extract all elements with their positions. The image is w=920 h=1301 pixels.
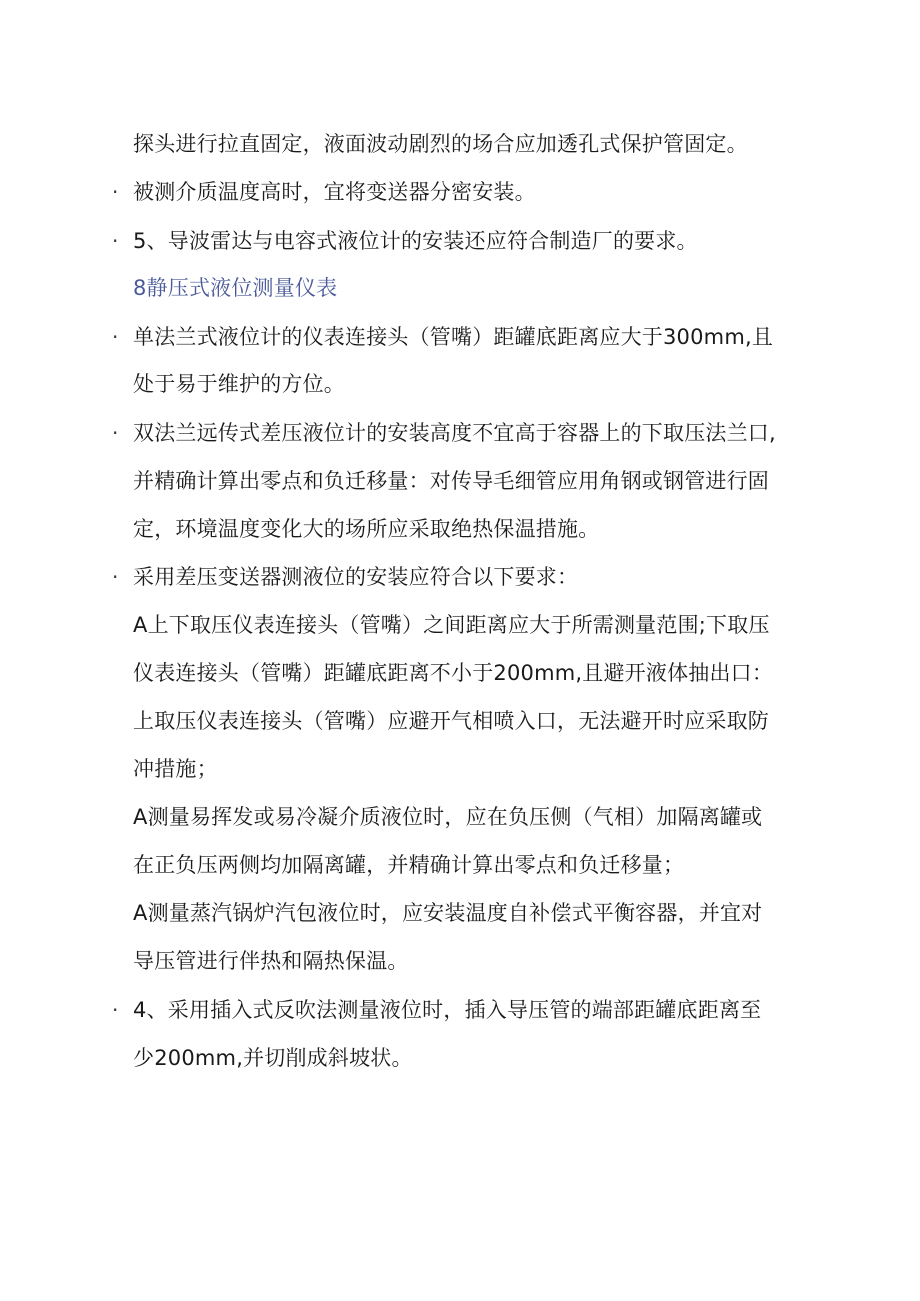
text-line: 定，环境温度变化大的场所应采取绝热保温措施。 xyxy=(133,517,600,541)
text-line: A测量蒸汽锅炉汽包液位时，应安装温度自补偿式平衡容器，并宜对 xyxy=(133,901,763,925)
bullet-marker: · xyxy=(112,421,119,445)
text-line: 冲措施； xyxy=(133,757,218,781)
text-line: A上下取压仪表连接头（管嘴）之间距离应大于所需测量范围;下取压 xyxy=(133,613,770,637)
text-line: 并精确计算出零点和负迁移量：对传导毛细管应用角钢或钢管进行固 xyxy=(133,469,769,493)
text-line: 采用差压变送器测液位的安装应符合以下要求： xyxy=(133,565,579,589)
text-line: 处于易于维护的方位。 xyxy=(133,372,345,396)
text-line: 仪表连接头（管嘴）距罐底距离不小于200mm,且避开液体抽出口： xyxy=(133,661,774,685)
text-line: 少200mm,并切削成斜坡状。 xyxy=(133,1046,413,1070)
text-line: 导压管进行伴热和隔热保温。 xyxy=(133,949,409,973)
bullet-marker: · xyxy=(112,565,119,589)
text-line: 双法兰远传式差压液位计的安装高度不宜高于容器上的下取压法兰口, xyxy=(133,421,776,445)
text-line: 单法兰式液位计的仪表连接头（管嘴）距罐底距离应大于300mm,且 xyxy=(133,325,774,349)
text-line: 上取压仪表连接头（管嘴）应避开气相喷入口，无法避开时应采取防 xyxy=(133,709,769,733)
bullet-marker: · xyxy=(112,229,119,253)
bullet-marker: · xyxy=(112,998,119,1022)
bullet-marker: · xyxy=(112,180,119,204)
section-heading: 8静压式液位测量仪表 xyxy=(133,276,338,300)
text-line: 被测介质温度高时，宜将变送器分密安装。 xyxy=(133,180,536,204)
text-line: 探头进行拉直固定，液面波动剧烈的场合应加透孔式保护管固定。 xyxy=(133,132,748,156)
text-line: 4、采用插入式反吹法测量液位时，插入导压管的端部距罐底距离至 xyxy=(133,998,762,1022)
text-line: 在正负压两侧均加隔离罐，并精确计算出零点和负迁移量； xyxy=(133,853,685,877)
text-line: A测量易挥发或易冷凝介质液位时，应在负压侧（气相）加隔离罐或 xyxy=(133,805,763,829)
bullet-marker: · xyxy=(112,325,119,349)
text-line: 5、导波雷达与电容式液位计的安装还应符合制造厂的要求。 xyxy=(133,229,698,253)
